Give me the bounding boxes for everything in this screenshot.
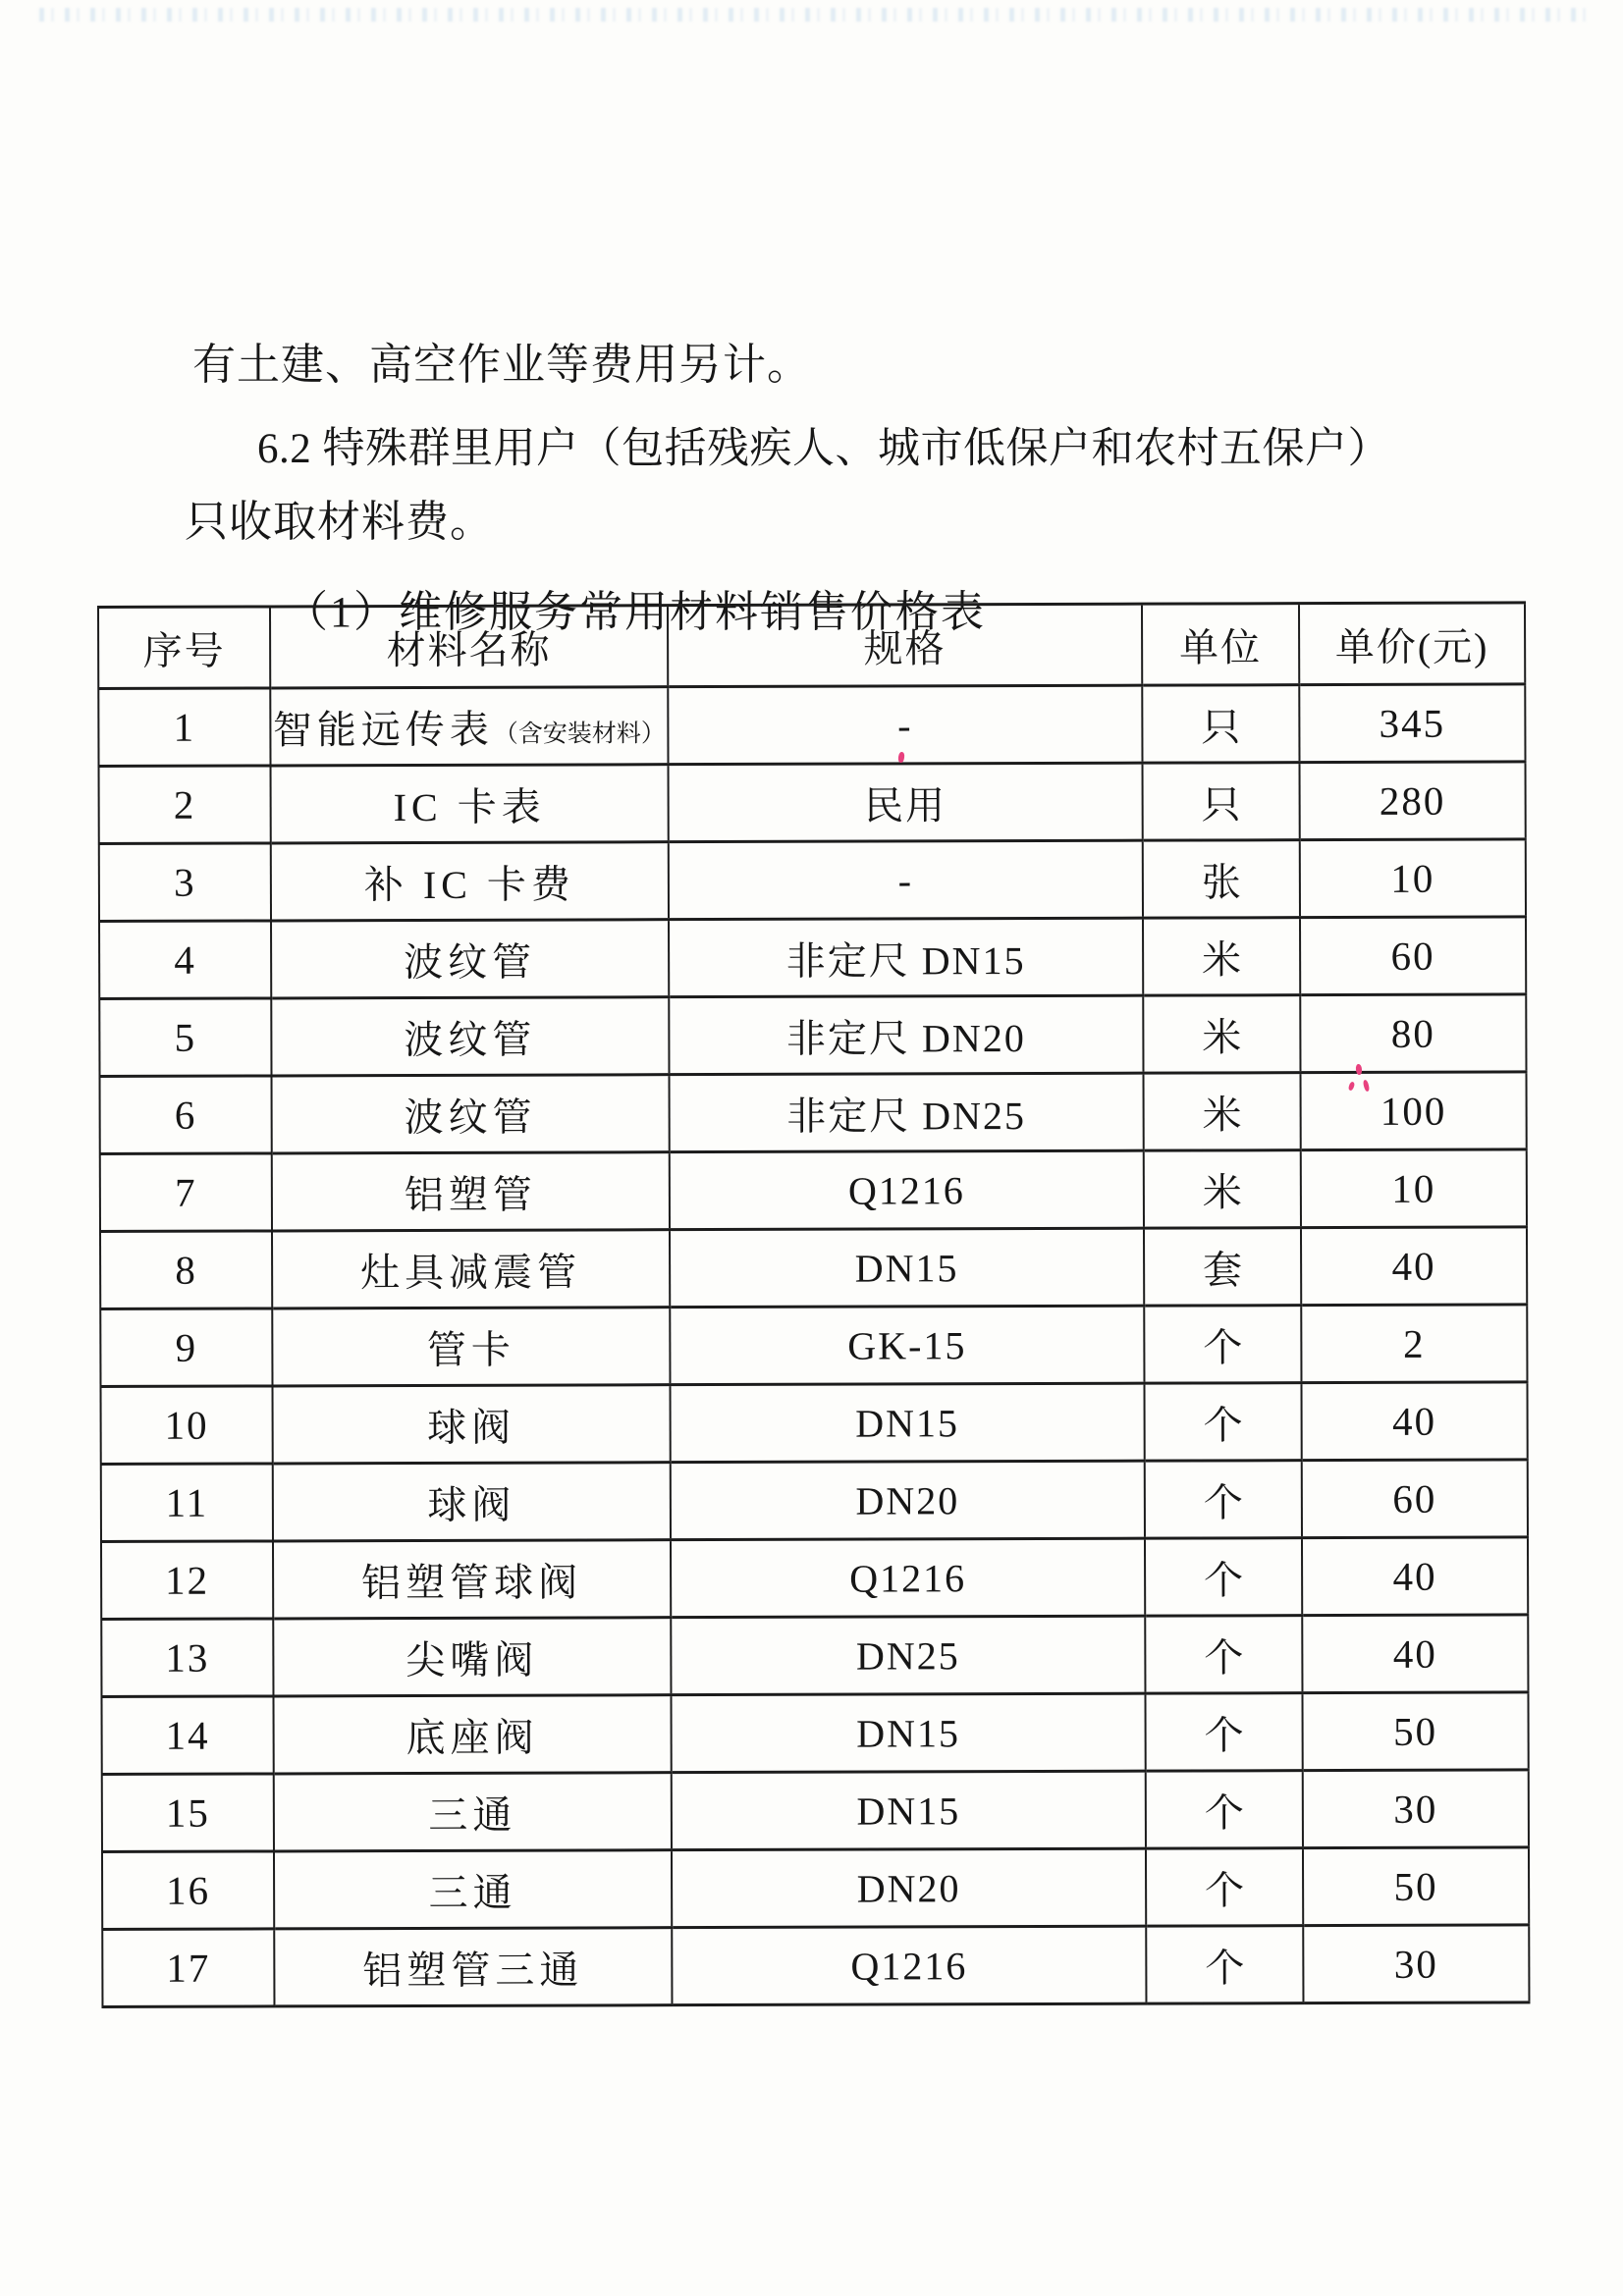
cell-specification: DN25 bbox=[671, 1616, 1145, 1695]
cell-unit: 米 bbox=[1143, 918, 1300, 996]
cell-unit-price: 60 bbox=[1302, 1460, 1528, 1538]
cell-unit: 只 bbox=[1142, 685, 1299, 764]
material-name-text: 灶具减震管 bbox=[360, 1249, 582, 1295]
cell-material-name bbox=[271, 997, 669, 1076]
table-row bbox=[100, 1227, 1527, 1309]
material-name-note: （含安装材料） bbox=[493, 720, 666, 748]
material-name-text: 波纹管 bbox=[404, 939, 537, 985]
material-name-text: 波纹管 bbox=[404, 1017, 537, 1062]
header-row bbox=[98, 603, 1525, 689]
table-row bbox=[100, 1305, 1527, 1387]
table-row bbox=[102, 1770, 1529, 1852]
cell-material-name bbox=[273, 1618, 671, 1696]
material-name-text: 尖嘴阀 bbox=[406, 1637, 539, 1682]
material-name-text: 底座阀 bbox=[406, 1715, 539, 1760]
cell-specification: 非定尺 DN20 bbox=[669, 995, 1143, 1075]
cell-serial-number: 4 bbox=[99, 921, 271, 999]
material-name-text: 铝塑管球阀 bbox=[361, 1559, 583, 1605]
cell-unit: 个 bbox=[1145, 1616, 1302, 1694]
cell-material-name bbox=[274, 1850, 672, 1929]
material-name-text: 铝塑管 bbox=[404, 1172, 537, 1217]
table-row bbox=[101, 1537, 1528, 1620]
cell-specification: DN15 bbox=[671, 1693, 1145, 1773]
cell-unit-price: 30 bbox=[1303, 1770, 1529, 1848]
paragraph-6-2: 6.2 特殊群里用户（包括残疾人、城市低保户和农村五保户） bbox=[257, 426, 1390, 472]
material-name-text: 波纹管 bbox=[404, 1095, 537, 1140]
cell-unit: 个 bbox=[1145, 1538, 1302, 1617]
cell-unit: 米 bbox=[1144, 1150, 1301, 1229]
cell-material-name bbox=[272, 1385, 670, 1464]
cell-material-name bbox=[271, 765, 669, 843]
cell-unit: 米 bbox=[1143, 995, 1300, 1074]
material-name-text: 铝塑管三通 bbox=[362, 1947, 584, 1993]
cell-unit-price: 40 bbox=[1301, 1382, 1527, 1461]
table-row bbox=[100, 1072, 1527, 1154]
cell-unit: 米 bbox=[1144, 1073, 1301, 1151]
scanner-noise-band bbox=[39, 8, 1591, 22]
cell-serial-number: 13 bbox=[101, 1619, 273, 1697]
cell-serial-number: 14 bbox=[101, 1696, 273, 1775]
price-table-body bbox=[98, 684, 1529, 2007]
cell-serial-number: 16 bbox=[102, 1851, 274, 1930]
cell-unit: 个 bbox=[1145, 1461, 1302, 1539]
cell-unit-price: 30 bbox=[1303, 1925, 1529, 2003]
cell-unit-price: 50 bbox=[1302, 1692, 1528, 1771]
cell-material-name bbox=[272, 1152, 670, 1231]
cell-unit: 个 bbox=[1144, 1306, 1301, 1384]
cell-unit-price: 100 bbox=[1301, 1072, 1527, 1150]
cell-serial-number: 12 bbox=[101, 1541, 273, 1620]
cell-unit: 张 bbox=[1143, 840, 1300, 919]
cell-material-name bbox=[273, 1540, 671, 1619]
cell-material-name bbox=[272, 1075, 670, 1153]
cell-unit-price: 40 bbox=[1301, 1227, 1527, 1306]
cell-specification: - bbox=[668, 685, 1142, 765]
header-unit-price: 单价(元) bbox=[1299, 603, 1525, 685]
cell-unit-price: 280 bbox=[1300, 762, 1526, 840]
material-name-text: 智能远传表 bbox=[272, 707, 494, 752]
price-table bbox=[97, 601, 1530, 2008]
cell-unit-price: 40 bbox=[1302, 1537, 1528, 1616]
table-row bbox=[101, 1460, 1528, 1542]
cell-specification: DN15 bbox=[672, 1771, 1146, 1850]
header-material-name: 材料名称 bbox=[270, 606, 668, 688]
cell-material-name bbox=[274, 1773, 672, 1851]
header-serial-number: 序号 bbox=[98, 607, 270, 689]
cell-specification: Q1216 bbox=[671, 1538, 1145, 1618]
cell-specification: DN15 bbox=[670, 1228, 1144, 1308]
cell-unit: 套 bbox=[1144, 1228, 1301, 1307]
table-row bbox=[100, 1382, 1527, 1465]
material-name-text: 三通 bbox=[428, 1792, 517, 1838]
material-name-text: IC 卡表 bbox=[393, 784, 546, 829]
table-row bbox=[99, 762, 1526, 844]
cell-material-name bbox=[270, 687, 668, 766]
cell-unit: 个 bbox=[1146, 1771, 1303, 1849]
cell-serial-number: 5 bbox=[99, 998, 271, 1077]
table-row bbox=[102, 1925, 1529, 2007]
cell-unit-price: 2 bbox=[1301, 1305, 1527, 1383]
material-name-text: 管卡 bbox=[426, 1327, 515, 1372]
header-specification: 规格 bbox=[668, 604, 1142, 687]
cell-serial-number: 10 bbox=[100, 1386, 272, 1465]
price-table-header bbox=[98, 603, 1525, 689]
cell-unit-price: 10 bbox=[1301, 1149, 1527, 1228]
cell-unit: 个 bbox=[1146, 1926, 1303, 2004]
cell-unit-price: 345 bbox=[1299, 684, 1525, 763]
cell-unit: 只 bbox=[1143, 763, 1300, 841]
cell-specification: - bbox=[669, 840, 1143, 920]
cell-serial-number: 3 bbox=[99, 843, 271, 922]
material-name-text: 补 IC 卡费 bbox=[363, 861, 575, 907]
cell-material-name bbox=[271, 920, 669, 998]
cell-specification: 非定尺 DN25 bbox=[670, 1073, 1144, 1152]
cell-serial-number: 11 bbox=[101, 1464, 273, 1542]
cell-material-name bbox=[272, 1308, 670, 1386]
table-caption: （1）维修服务常用材料销售价格表 bbox=[285, 588, 986, 636]
header-unit: 单位 bbox=[1142, 604, 1299, 686]
cell-material-name bbox=[273, 1695, 671, 1774]
table-row bbox=[98, 684, 1525, 767]
cell-material-name bbox=[272, 1230, 670, 1308]
cell-specification: 非定尺 DN15 bbox=[669, 918, 1143, 997]
material-name-text: 球阀 bbox=[427, 1482, 516, 1527]
table-row bbox=[99, 917, 1526, 999]
cell-unit-price: 40 bbox=[1302, 1615, 1528, 1693]
table-row bbox=[100, 1149, 1527, 1232]
cell-specification: DN20 bbox=[672, 1848, 1146, 1928]
cell-unit: 个 bbox=[1146, 1848, 1303, 1927]
cell-unit-price: 60 bbox=[1300, 917, 1526, 995]
cell-specification: Q1216 bbox=[672, 1926, 1146, 2005]
cell-specification: DN15 bbox=[670, 1383, 1144, 1463]
cell-specification: 民用 bbox=[669, 763, 1143, 842]
cell-material-name bbox=[274, 1928, 672, 2006]
material-name-text: 三通 bbox=[428, 1870, 517, 1915]
paragraph-extra-fees: 有土建、高空作业等费用另计。 bbox=[192, 341, 811, 389]
cell-unit-price: 80 bbox=[1300, 994, 1526, 1073]
cell-material-name bbox=[271, 842, 669, 921]
cell-specification: Q1216 bbox=[670, 1150, 1144, 1230]
cell-unit: 个 bbox=[1144, 1383, 1301, 1462]
cell-serial-number: 6 bbox=[100, 1076, 272, 1154]
paragraph-6-2-continued: 只收取材料费。 bbox=[185, 498, 494, 546]
cell-serial-number: 7 bbox=[100, 1153, 272, 1232]
table-row bbox=[99, 994, 1526, 1077]
table-row bbox=[102, 1847, 1529, 1930]
cell-material-name bbox=[273, 1463, 671, 1541]
cell-unit: 个 bbox=[1145, 1693, 1302, 1772]
cell-serial-number: 17 bbox=[102, 1929, 274, 2007]
cell-serial-number: 8 bbox=[100, 1231, 272, 1309]
cell-unit-price: 10 bbox=[1300, 839, 1526, 918]
cell-specification: DN20 bbox=[671, 1461, 1145, 1540]
cell-serial-number: 9 bbox=[100, 1308, 272, 1387]
cell-serial-number: 2 bbox=[99, 766, 271, 844]
cell-specification: GK-15 bbox=[670, 1306, 1144, 1385]
cell-unit-price: 50 bbox=[1303, 1847, 1529, 1926]
material-name-text: 球阀 bbox=[427, 1405, 516, 1450]
cell-serial-number: 1 bbox=[98, 688, 270, 767]
table-row bbox=[99, 839, 1526, 922]
table-row bbox=[101, 1692, 1528, 1775]
cell-serial-number: 15 bbox=[102, 1774, 274, 1852]
table-row bbox=[101, 1615, 1528, 1697]
